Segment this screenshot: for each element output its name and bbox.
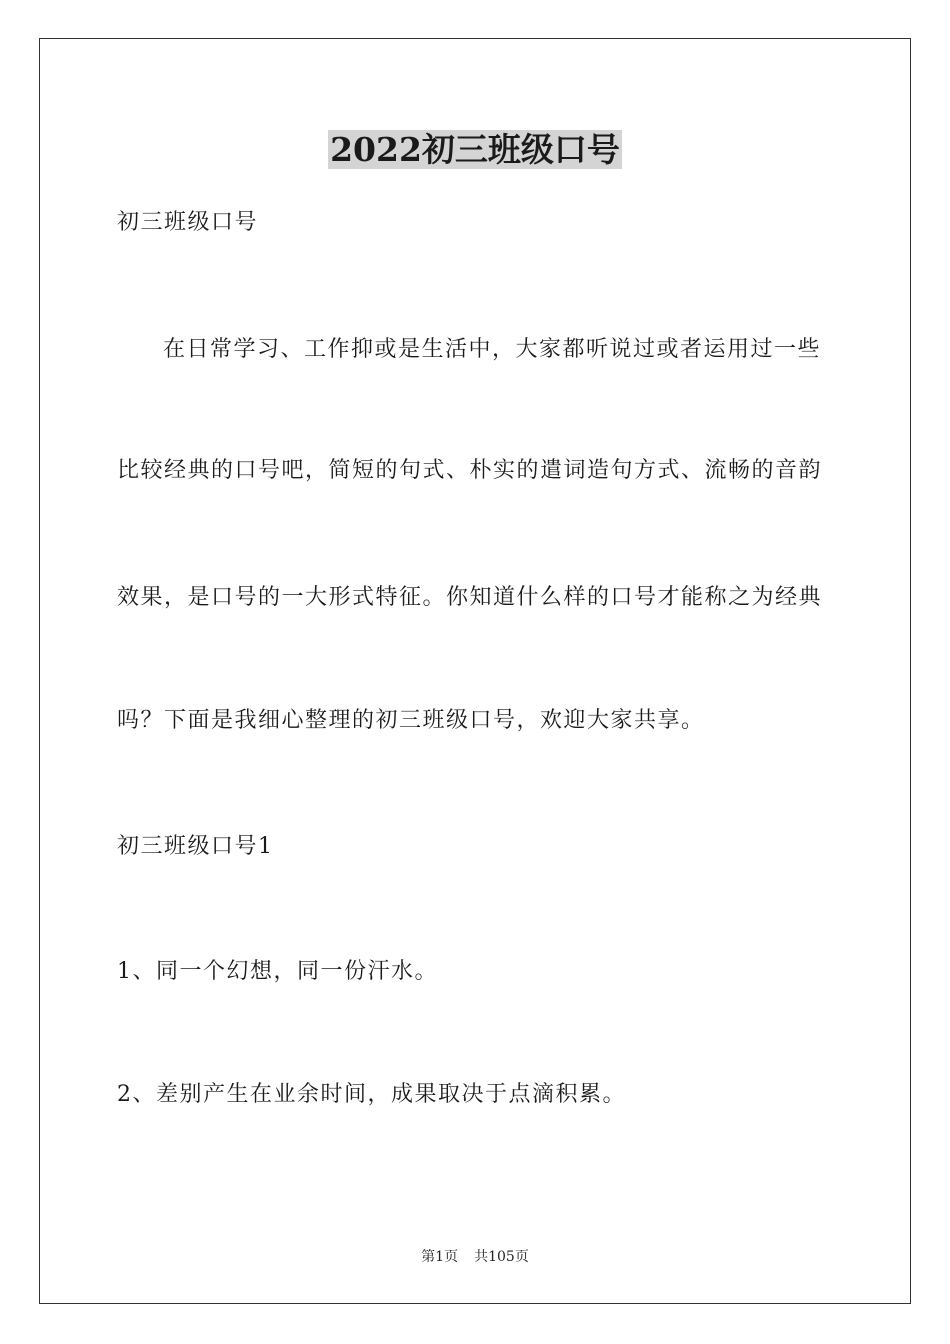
- total-pages: 共105页: [474, 1249, 529, 1265]
- document-subtitle: 初三班级口号: [117, 210, 259, 235]
- paragraph-line: 比较经典的口号吧，简短的句式、朴实的遣词造句方式、流畅的音韵: [117, 458, 823, 483]
- page-number: 第1页: [421, 1249, 459, 1265]
- paragraph-line: 效果，是口号的一大形式特征。你知道什么样的口号才能称之为经典: [117, 585, 823, 610]
- paragraph-line: 吗？下面是我细心整理的初三班级口号，欢迎大家共享。: [117, 708, 705, 733]
- page-footer: [0, 1247, 950, 1267]
- list-item: 1、同一个幻想，同一份汗水。: [117, 959, 438, 984]
- document-title-text: 2022初三班级口号: [330, 130, 620, 169]
- section-heading: 初三班级口号1: [117, 834, 274, 859]
- paragraph-line: 在日常学习、工作抑或是生活中，大家都听说过或者运用过一些: [163, 337, 822, 362]
- document-title: [0, 128, 950, 172]
- list-item: 2、差别产生在业余时间，成果取决于点滴积累。: [117, 1082, 626, 1107]
